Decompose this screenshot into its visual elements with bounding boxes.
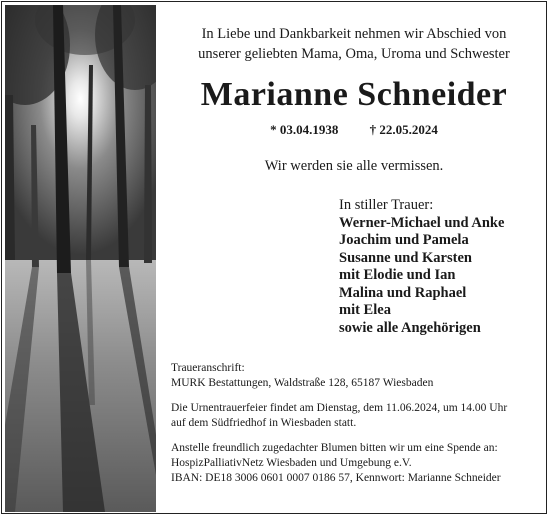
address-block bbox=[171, 361, 543, 391]
ceremony-line-2: auf dem Südfriedhof in Wiesbaden statt. bbox=[171, 417, 357, 429]
mourner-name: sowie alle Angehörigen bbox=[339, 319, 481, 336]
mourner-name: mit Elea bbox=[339, 302, 391, 318]
mourners-lead: In stiller Trauer: bbox=[339, 197, 434, 213]
donation-line-1: Anstelle freundlich zugedachter Blumen bitten wir um eine Spende an: bbox=[171, 442, 498, 454]
footer-info bbox=[171, 361, 543, 496]
birth-date: * 03.04.1938 bbox=[270, 122, 339, 137]
intro-line-2: unserer geliebten Mama, Oma, Uroma und Schwester bbox=[198, 46, 510, 62]
intro-line-1: In Liebe und Dankbarkeit nehmen wir Abschied von bbox=[201, 26, 507, 42]
forest-sunlight-photo bbox=[5, 5, 156, 512]
address-label: Traueranschrift: bbox=[171, 362, 245, 374]
mourner-name: Joachim und Pamela bbox=[339, 232, 469, 248]
donation-line-3: IBAN: DE18 3006 0601 0007 0186 57, Kennwort: Marianne Schneider bbox=[171, 472, 501, 484]
life-dates bbox=[162, 122, 546, 138]
deceased-name: Marianne Schneider bbox=[200, 76, 508, 113]
intro-text bbox=[162, 24, 546, 64]
donation-line-2: HospizPalliativNetz Wiesbaden und Umgebung e.V. bbox=[171, 457, 412, 469]
mourner-name: Susanne und Karsten bbox=[339, 249, 472, 266]
donation-block bbox=[171, 441, 543, 486]
mourner-name: Malina und Raphael bbox=[339, 284, 467, 301]
obituary-text bbox=[162, 2, 546, 514]
address-text: MURK Bestattungen, Waldstraße 128, 65187 Wiesbaden bbox=[171, 377, 434, 389]
ceremony-line-1: Die Urnentrauerfeier findet am Dienstag, dem 11.06.2024, um 14.00 Uhr bbox=[171, 402, 508, 414]
farewell-message: Wir werden sie alle vermissen. bbox=[264, 158, 444, 174]
mourner-name: mit Elodie und Ian bbox=[339, 267, 456, 283]
obituary-frame bbox=[1, 1, 547, 514]
mourners-list bbox=[339, 197, 539, 337]
ceremony-block bbox=[171, 401, 543, 431]
death-date: † 22.05.2024 bbox=[369, 122, 438, 137]
mourner-name: Werner-Michael und Anke bbox=[339, 214, 505, 231]
